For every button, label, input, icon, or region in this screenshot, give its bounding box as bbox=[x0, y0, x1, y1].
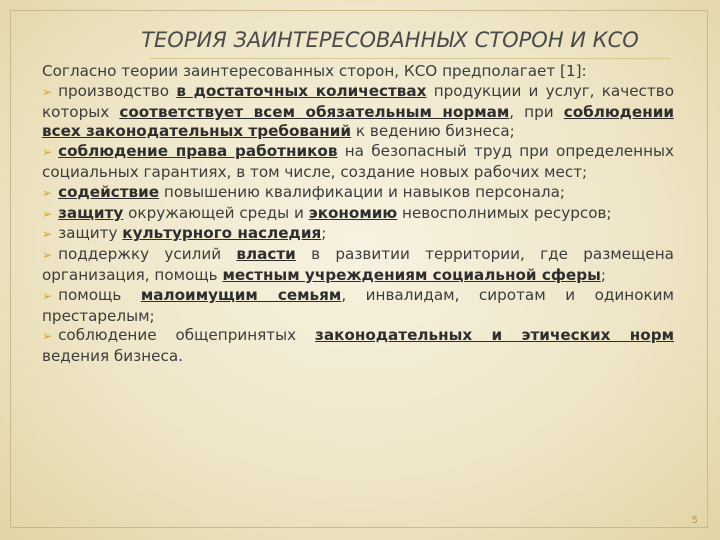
bullet-item: ➢ защиту культурного наследия; bbox=[42, 224, 674, 245]
page-number: 5 bbox=[691, 515, 698, 526]
arrow-bullet-icon: ➢ bbox=[42, 84, 53, 99]
intro-text: Согласно теории заинтересованных сторон, КСО предполагает [1]: bbox=[42, 62, 587, 80]
bullet-item: ➢ производство в достаточных количествах продукции и услуг, качество которых соответствует всем обязательным нормам, при соблюдении всех законодательных требований к ведению бизнеса; bbox=[42, 81, 674, 141]
bullet-item: ➢ поддержку усилий власти в развитии территории, где размещена организация, помощь местным учреждениям социальной сферы; bbox=[42, 245, 674, 284]
slide-body bbox=[42, 62, 674, 367]
arrow-bullet-icon: ➢ bbox=[42, 145, 53, 160]
bullet-item: ➢ соблюдение общепринятых законодательных и этических норм ведения бизнеса. bbox=[42, 326, 674, 366]
arrow-bullet-icon: ➢ bbox=[42, 248, 53, 263]
arrow-bullet-icon: ➢ bbox=[42, 227, 53, 242]
arrow-bullet-icon: ➢ bbox=[42, 329, 53, 344]
bullet-item: ➢ помощь малоимущим семьям, инвалидам, сиротам и одиноким престарелым; bbox=[42, 285, 675, 325]
title-divider bbox=[150, 58, 670, 59]
arrow-bullet-icon: ➢ bbox=[42, 206, 53, 221]
arrow-bullet-icon: ➢ bbox=[42, 185, 53, 200]
bullet-item: ➢ соблюдение права работников на безопасный труд при определенных социальных гарантиях, в том числе, создание новых рабочих мест; bbox=[42, 142, 674, 181]
slide-title: ТЕОРИЯ ЗАИНТЕРЕСОВАННЫХ СТОРОН И КСО bbox=[141, 28, 639, 52]
arrow-bullet-icon: ➢ bbox=[42, 288, 53, 303]
bullet-item: ➢ защиту окружающей среды и экономию невосполнимых ресурсов; bbox=[42, 204, 674, 225]
bullet-item: ➢ содействие повышению квалификации и навыков персонала; bbox=[42, 183, 674, 204]
